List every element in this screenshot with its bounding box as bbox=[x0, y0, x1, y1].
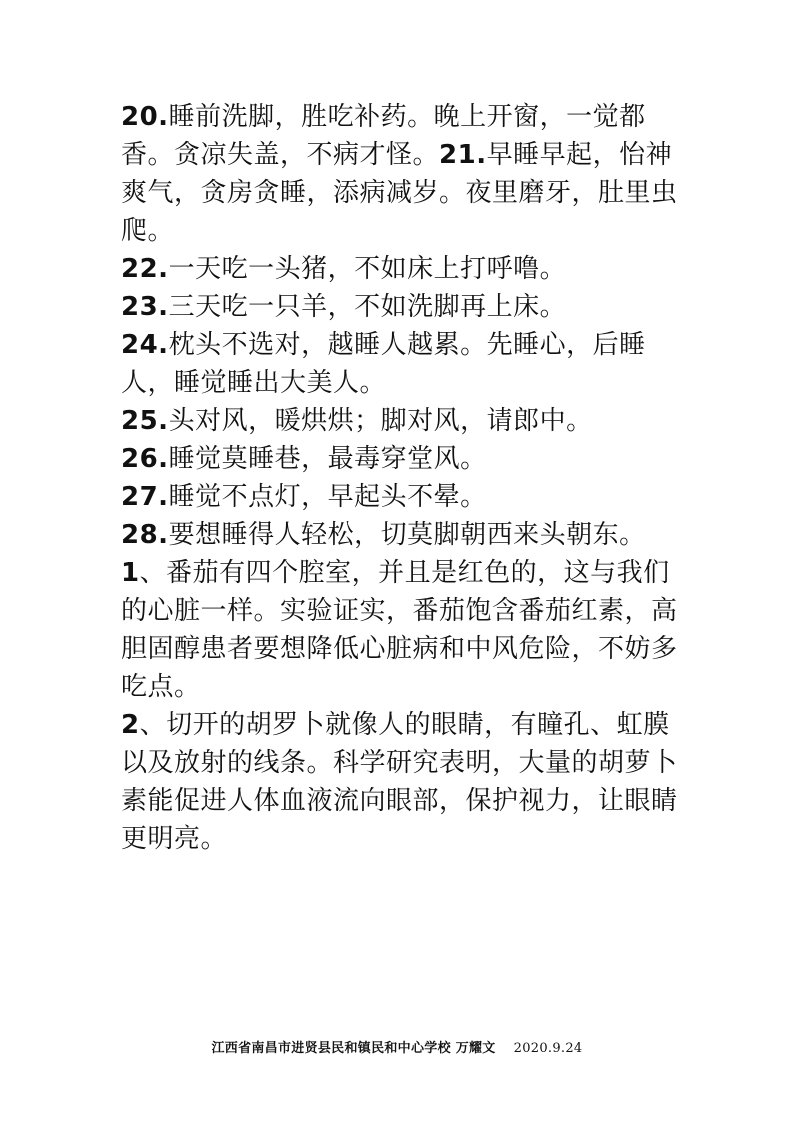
item-number: 1 bbox=[121, 558, 140, 588]
paragraph-28 bbox=[121, 516, 681, 554]
item-number: 2 bbox=[121, 710, 140, 740]
item-number: 23. bbox=[121, 292, 169, 322]
item-text: 三天吃一只羊，不如洗脚再上床。 bbox=[168, 292, 567, 322]
item-text: 睡觉不点灯，早起头不晕。 bbox=[168, 482, 487, 512]
item-number: 22. bbox=[121, 254, 169, 284]
item-number: 26. bbox=[121, 444, 169, 474]
item-text: 要想睡得人轻松，切莫脚朝西来头朝东。 bbox=[168, 520, 646, 550]
item-number: 20. bbox=[121, 102, 169, 132]
item-text: 、切开的胡罗卜就像人的眼睛，有瞳孔、虹膜以及放射的线条。科学研究表明，大量的胡萝卜素能促进人体血液流向眼部，保护视力，让眼睛更明亮。 bbox=[121, 710, 678, 854]
paragraph-27 bbox=[121, 478, 681, 516]
paragraph-tomato bbox=[121, 554, 681, 706]
item-text: 睡前洗脚，胜吃补药。晚上开窗，一觉都香。贪凉失盖，不病才怪。 bbox=[121, 102, 646, 170]
item-number: 28. bbox=[121, 520, 169, 550]
item-text: 、番茄有四个腔室，并且是红色的，这与我们的心脏一样。实验证实，番茄饱含番茄红素，高胆固醇患者要想降低心脏病和中风危险，不妨多吃点。 bbox=[121, 558, 678, 702]
paragraph-20-21 bbox=[121, 98, 681, 250]
paragraph-22 bbox=[121, 250, 681, 288]
paragraph-23 bbox=[121, 288, 681, 326]
item-text: 睡觉莫睡巷，最毒穿堂风。 bbox=[168, 444, 487, 474]
item-text: 头对风，暖烘烘；脚对风，请郎中。 bbox=[168, 406, 593, 436]
paragraph-24 bbox=[121, 326, 681, 402]
item-text: 早睡早起，怡神爽气，贪房贪睡，添病减岁。夜里磨牙，肚里虫爬。 bbox=[121, 140, 678, 246]
item-number: 24. bbox=[121, 330, 169, 360]
paragraph-25 bbox=[121, 402, 681, 440]
item-number: 25. bbox=[121, 406, 169, 436]
paragraph-carrot bbox=[121, 706, 681, 858]
document-body bbox=[121, 98, 681, 858]
item-number: 21. bbox=[439, 140, 487, 170]
footer-date: 2020.9.24 bbox=[513, 1041, 583, 1056]
paragraph-26 bbox=[121, 440, 681, 478]
item-text: 枕头不选对，越睡人越累。先睡心，后睡人，睡觉睡出大美人。 bbox=[121, 330, 646, 398]
item-number: 27. bbox=[121, 482, 169, 512]
footer-author: 江西省南昌市进贤县民和镇民和中心学校 万耀文 bbox=[211, 1041, 496, 1056]
page-footer bbox=[0, 1037, 794, 1056]
item-text: 一天吃一头猪，不如床上打呼噜。 bbox=[168, 254, 567, 284]
